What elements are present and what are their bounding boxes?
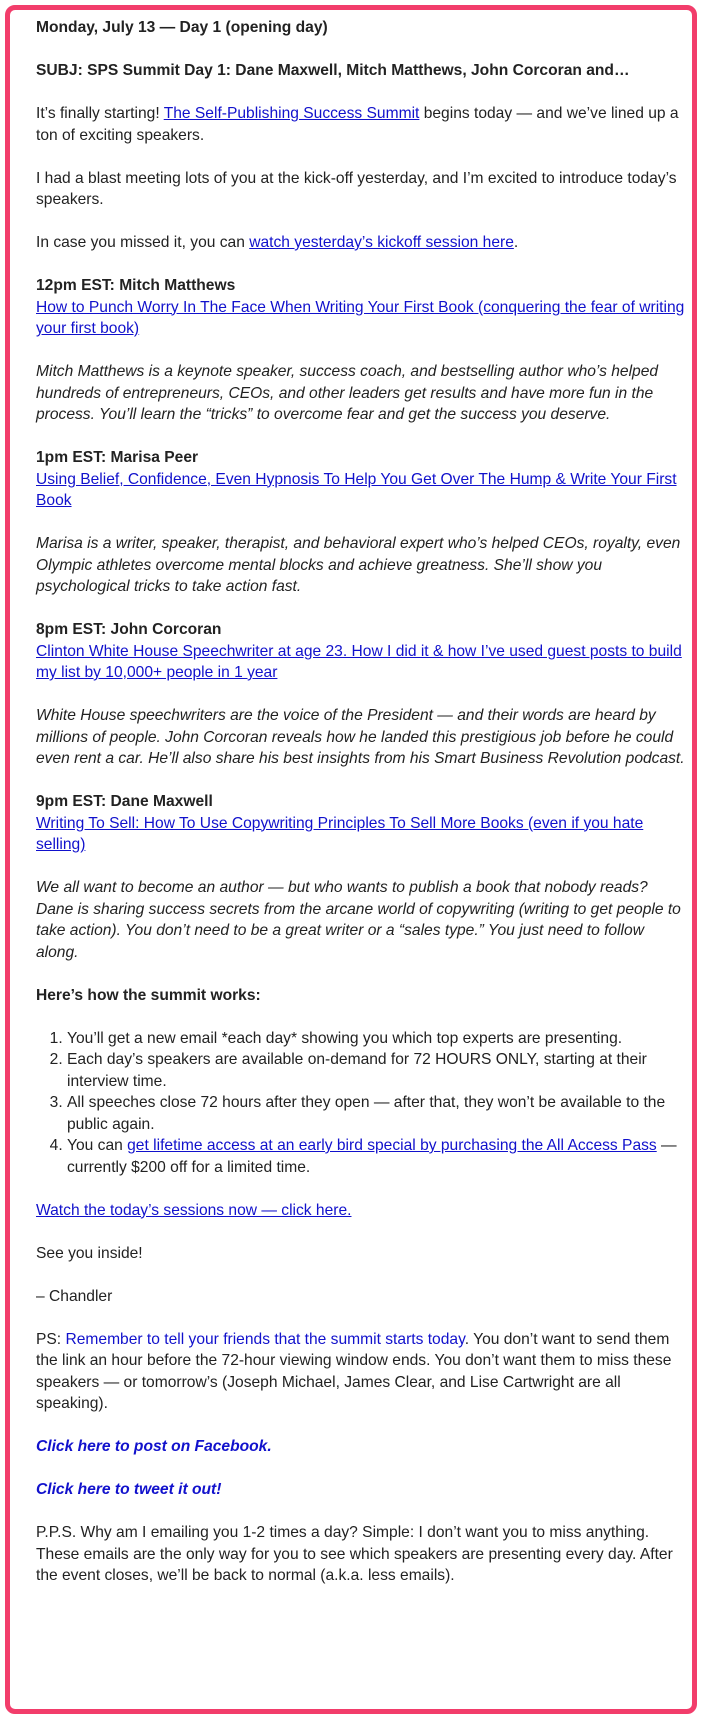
speaker-block: [36, 791, 686, 856]
speaker-block: [36, 619, 686, 684]
ps-prefix: PS:: [36, 1330, 66, 1348]
ps-paragraph: [36, 1329, 686, 1415]
missed-paragraph: [36, 232, 686, 254]
facebook-post-link[interactable]: Click here to post on Facebook.: [36, 1438, 272, 1455]
missed-text: In case you missed it, you can: [36, 234, 250, 251]
tweet-paragraph: [36, 1479, 686, 1501]
email-body: [36, 17, 686, 1608]
step-item: [67, 1135, 686, 1178]
tweet-link[interactable]: Click here to tweet it out!: [36, 1481, 222, 1498]
speaker-heading: 8pm EST: John Corcoran: [36, 621, 222, 638]
blast-paragraph: I had a blast meeting lots of you at the kick-off yesterday, and I’m excited to introduce today’s speakers.: [36, 169, 677, 208]
tell-friends-link[interactable]: Remember to tell your friends that the summit starts today: [65, 1330, 465, 1348]
speaker-talk-link[interactable]: Using Belief, Confidence, Even Hypnosis To Help You Get Over The Hump & Write Your First Book: [36, 470, 677, 509]
intro-text: It’s finally starting!: [36, 105, 164, 122]
step-text: You can: [67, 1137, 128, 1154]
kickoff-session-link[interactable]: watch yesterday’s kickoff session here: [249, 234, 514, 251]
step-item: 2. Each day’s speakers are available on-demand for 72 HOURS ONLY, starting at their interview time.: [67, 1049, 686, 1092]
step-item: 1. You’ll get a new email *each day* showing you which top experts are presenting.: [67, 1028, 686, 1050]
speaker-bio: White House speechwriters are the voice of the President — and their words are heard by millions of people. John Corcoran reveals how he landed this prestigious job before he could even rent a car. He’ll also share his best insights from his Smart Business Revolution podcast.: [36, 707, 685, 767]
steps-list: [36, 1028, 686, 1179]
speaker-bio: Mitch Matthews is a keynote speaker, success coach, and bestselling author who’s helped hundreds of entrepreneurs, CEOs, and other leaders get results and have more fun in the process. You’ll learn the “tricks” to overcome fear and get the success you deserve.: [36, 363, 659, 423]
speaker-talk-link[interactable]: Writing To Sell: How To Use Copywriting Principles To Sell More Books (even if you hate selling): [36, 814, 644, 853]
speaker-heading: 9pm EST: Dane Maxwell: [36, 793, 213, 810]
see-you-text: See you inside!: [36, 1244, 143, 1262]
speaker-block: [36, 275, 686, 340]
date-line: Monday, July 13 — Day 1 (opening day): [36, 19, 328, 36]
speaker-talk-link[interactable]: Clinton White House Speechwriter at age 23. How I did it & how I’ve used guest posts to build my list by 10,000+ people in 1 year: [36, 642, 682, 681]
speaker-heading: 12pm EST: Mitch Matthews: [36, 277, 236, 294]
summit-link[interactable]: The Self-Publishing Success Summit: [163, 105, 420, 122]
signature: – Chandler: [36, 1287, 113, 1305]
facebook-paragraph: [36, 1436, 686, 1458]
speaker-talk-link[interactable]: How to Punch Worry In The Face When Writing Your First Book (conquering the fear of writing your first book): [36, 298, 685, 337]
speaker-heading: 1pm EST: Marisa Peer: [36, 449, 199, 466]
intro-text-end: begins today — and we’ve lined up a ton of exciting speakers.: [36, 105, 679, 144]
speaker-bio: We all want to become an author — but who wants to publish a book that nobody reads? Dane is sharing success secrets from the arcane world of copywriting (writing to get people to take action). You don’t need to be a great writer or a “sales type.” You just need to follow along.: [36, 879, 681, 961]
step-text-end: — currently $200 off for a limited time.: [67, 1137, 677, 1176]
intro-paragraph: [36, 103, 686, 146]
pps-paragraph: P.P.S. Why am I emailing you 1-2 times a day? Simple: I don’t want you to miss anything. These emails are the only way for you to see which speakers are presenting every day. After the event closes, we’ll be back to normal (a.k.a. less emails).: [36, 1524, 673, 1584]
step-item: 3. All speeches close 72 hours after they open — after that, they won’t be available to the public again.: [67, 1092, 686, 1135]
ps-text: . You don’t want to send them the link an hour before the 72-hour viewing window ends. You don’t want them to miss these speakers — or tomorrow’s (Joseph Michael, James Clear, and Lise Cartwright are all speaking).: [36, 1330, 672, 1412]
all-access-pass-link[interactable]: get lifetime access at an early bird special by purchasing the All Access Pass: [127, 1137, 657, 1154]
subject-line: SUBJ: SPS Summit Day 1: Dane Maxwell, Mitch Matthews, John Corcoran and…: [36, 62, 630, 79]
watch-paragraph: [36, 1200, 686, 1222]
how-it-works-heading: Here’s how the summit works:: [36, 986, 261, 1004]
missed-text-end: .: [513, 234, 519, 251]
speaker-bio: Marisa is a writer, speaker, therapist, and behavioral expert who’s helped CEOs, royalty, even Olympic athletes overcome mental blocks and achieve greatness. She’ll show you psychological tricks to take action fast.: [36, 535, 681, 595]
speaker-block: [36, 447, 686, 512]
watch-sessions-link[interactable]: Watch the today’s sessions now — click here.: [36, 1201, 352, 1219]
